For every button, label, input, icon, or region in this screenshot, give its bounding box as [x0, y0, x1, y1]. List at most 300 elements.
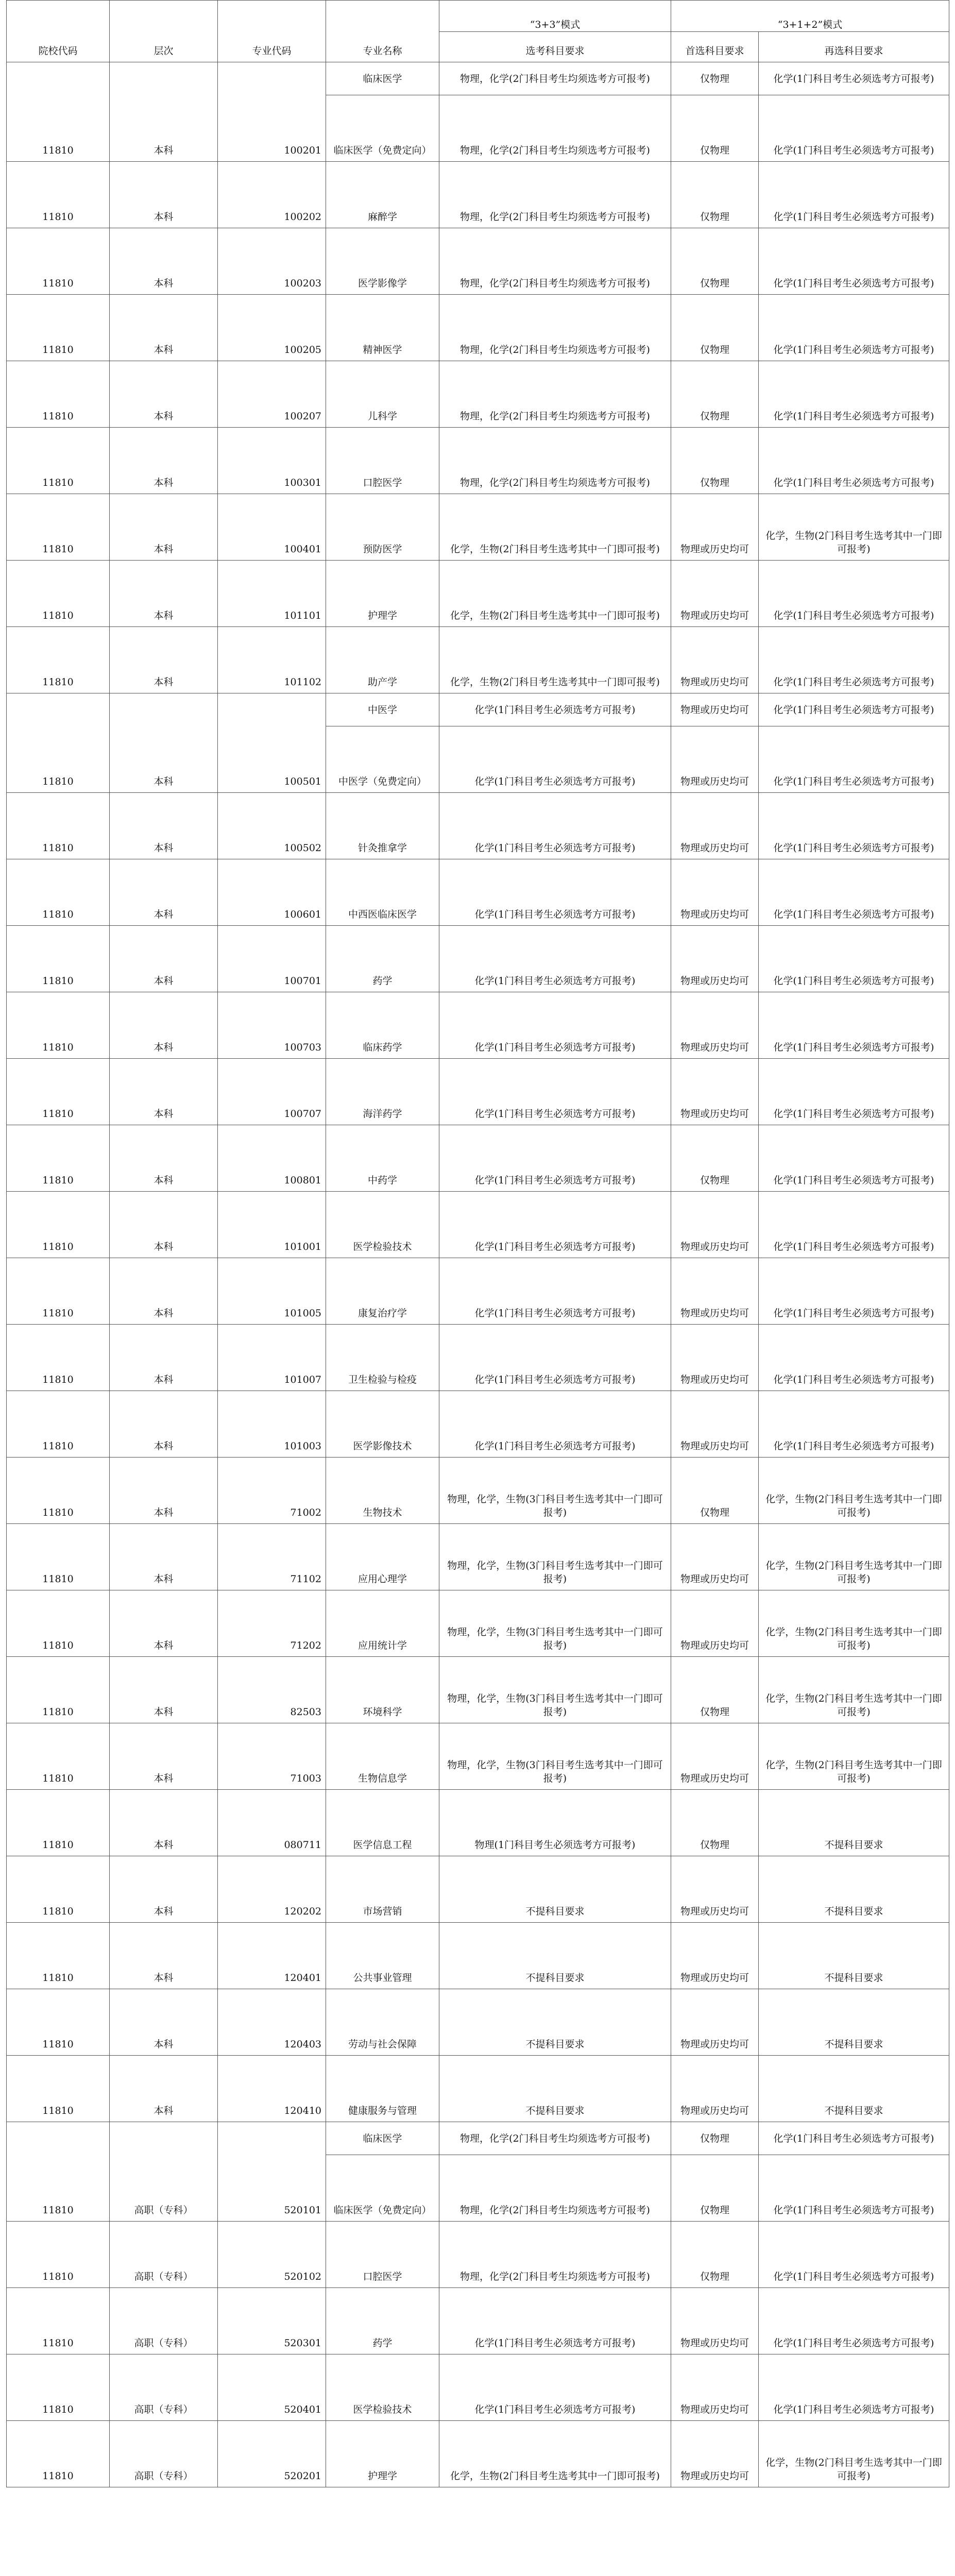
cell-first-subject: 物理或历史均可 [671, 693, 759, 726]
cell-second-subject: 化学(1门科目考生必须选考方可报考) [759, 2288, 949, 2354]
cell-second-subject: 化学(1门科目考生必须选考方可报考) [759, 1258, 949, 1325]
cell-major-code: 120202 [218, 1856, 326, 1923]
cell-3-3-requirement: 化学(1门科目考生必须选考方可报考) [439, 859, 671, 926]
cell-major-name: 健康服务与管理 [326, 2056, 439, 2122]
cell-second-subject: 化学(1门科目考生必须选考方可报考) [759, 1059, 949, 1125]
cell-major-code: 100301 [218, 428, 326, 494]
cell-second-subject: 不提科目要求 [759, 1923, 949, 1989]
cell-first-subject: 仅物理 [671, 1657, 759, 1723]
cell-level: 高职（专科） [110, 2122, 218, 2222]
cell-3-3-requirement: 不提科目要求 [439, 1856, 671, 1923]
cell-major-code: 71003 [218, 1723, 326, 1790]
cell-level: 本科 [110, 162, 218, 228]
cell-first-subject: 物理或历史均可 [671, 2421, 759, 2487]
cell-second-subject: 化学(1门科目考生必须选考方可报考) [759, 627, 949, 693]
cell-major-code: 82503 [218, 1657, 326, 1723]
table-row [7, 859, 949, 926]
cell-3-3-requirement: 化学，生物(2门科目考生选考其中一门即可报考) [439, 494, 671, 561]
cell-major-name: 医学影像技术 [326, 1391, 439, 1458]
cell-major-name: 临床医学 [326, 2122, 439, 2155]
cell-second-subject: 化学(1门科目考生必须选考方可报考) [759, 428, 949, 494]
cell-second-subject: 不提科目要求 [759, 2056, 949, 2122]
table-row [7, 1989, 949, 2056]
cell-3-3-requirement: 化学，生物(2门科目考生选考其中一门即可报考) [439, 2421, 671, 2487]
cell-school-code: 11810 [7, 859, 110, 926]
cell-first-subject: 仅物理 [671, 361, 759, 428]
cell-school-code: 11810 [7, 1391, 110, 1458]
cell-school-code: 11810 [7, 2222, 110, 2288]
cell-school-code: 11810 [7, 1524, 110, 1590]
cell-second-subject: 化学，生物(2门科目考生选考其中一门即可报考) [759, 1723, 949, 1790]
cell-major-code: 101001 [218, 1192, 326, 1258]
document-page [6, 0, 949, 2487]
cell-major-code: 100202 [218, 162, 326, 228]
cell-school-code: 11810 [7, 1325, 110, 1391]
cell-level: 本科 [110, 1391, 218, 1458]
cell-first-subject: 仅物理 [671, 1790, 759, 1856]
cell-second-subject: 化学(1门科目考生必须选考方可报考) [759, 2155, 949, 2222]
cell-major-name: 医学检验技术 [326, 1192, 439, 1258]
cell-major-name: 口腔医学 [326, 428, 439, 494]
cell-major-name: 医学信息工程 [326, 1790, 439, 1856]
header-b-second: 再选科目要求 [759, 32, 949, 62]
cell-first-subject: 仅物理 [671, 2222, 759, 2288]
cell-major-code: 120403 [218, 1989, 326, 2056]
cell-major-code: 100601 [218, 859, 326, 926]
table-row [7, 1723, 949, 1790]
cell-first-subject: 物理或历史均可 [671, 726, 759, 793]
cell-major-name: 中西医临床医学 [326, 859, 439, 926]
cell-major-code: 101101 [218, 561, 326, 627]
cell-level: 本科 [110, 361, 218, 428]
cell-3-3-requirement: 物理，化学(2门科目考生均须选考方可报考) [439, 95, 671, 162]
cell-first-subject: 物理或历史均可 [671, 1524, 759, 1590]
cell-school-code: 11810 [7, 2288, 110, 2354]
table-row [7, 1059, 949, 1125]
cell-first-subject: 仅物理 [671, 2155, 759, 2222]
cell-first-subject: 物理或历史均可 [671, 2056, 759, 2122]
cell-second-subject: 化学(1门科目考生必须选考方可报考) [759, 1325, 949, 1391]
cell-first-subject: 物理或历史均可 [671, 793, 759, 859]
cell-school-code: 11810 [7, 428, 110, 494]
cell-school-code: 11810 [7, 693, 110, 793]
cell-major-code: 100801 [218, 1125, 326, 1192]
table-row [7, 428, 949, 494]
cell-level: 本科 [110, 228, 218, 295]
table-row [7, 1458, 949, 1524]
cell-first-subject: 物理或历史均可 [671, 1325, 759, 1391]
cell-3-3-requirement: 物理，化学(2门科目考生均须选考方可报考) [439, 295, 671, 361]
cell-major-name: 临床医学（免费定向） [326, 95, 439, 162]
table-row [7, 2222, 949, 2288]
cell-major-code: 101005 [218, 1258, 326, 1325]
cell-second-subject: 化学，生物(2门科目考生选考其中一门即可报考) [759, 1458, 949, 1524]
cell-level: 本科 [110, 62, 218, 162]
cell-3-3-requirement: 物理，化学(2门科目考生均须选考方可报考) [439, 62, 671, 95]
cell-first-subject: 物理或历史均可 [671, 2288, 759, 2354]
cell-level: 本科 [110, 1856, 218, 1923]
cell-second-subject: 化学(1门科目考生必须选考方可报考) [759, 162, 949, 228]
cell-major-name: 劳动与社会保障 [326, 1989, 439, 2056]
cell-level: 高职（专科） [110, 2421, 218, 2487]
table-row [7, 1657, 949, 1723]
cell-second-subject: 化学(1门科目考生必须选考方可报考) [759, 1391, 949, 1458]
cell-first-subject: 物理或历史均可 [671, 1258, 759, 1325]
table-row [7, 1258, 949, 1325]
cell-second-subject: 化学(1门科目考生必须选考方可报考) [759, 859, 949, 926]
cell-second-subject: 化学，生物(2门科目考生选考其中一门即可报考) [759, 1590, 949, 1657]
cell-second-subject: 化学(1门科目考生必须选考方可报考) [759, 992, 949, 1059]
cell-3-3-requirement: 化学(1门科目考生必须选考方可报考) [439, 1192, 671, 1258]
cell-second-subject: 化学，生物(2门科目考生选考其中一门即可报考) [759, 1657, 949, 1723]
cell-3-3-requirement: 物理(1门科目考生必须选考方可报考) [439, 1790, 671, 1856]
cell-major-code: 120401 [218, 1923, 326, 1989]
cell-level: 本科 [110, 494, 218, 561]
cell-level: 本科 [110, 2056, 218, 2122]
cell-school-code: 11810 [7, 2056, 110, 2122]
cell-first-subject: 仅物理 [671, 95, 759, 162]
header-major-code: 专业代码 [218, 1, 326, 62]
cell-second-subject: 不提科目要求 [759, 1989, 949, 2056]
cell-major-name: 医学影像学 [326, 228, 439, 295]
table-row [7, 1524, 949, 1590]
subject-requirements-table [6, 0, 949, 2487]
cell-level: 本科 [110, 1258, 218, 1325]
table-row [7, 1325, 949, 1391]
cell-school-code: 11810 [7, 992, 110, 1059]
cell-second-subject: 化学(1门科目考生必须选考方可报考) [759, 2122, 949, 2155]
table-header [7, 1, 949, 62]
cell-first-subject: 物理或历史均可 [671, 859, 759, 926]
cell-school-code: 11810 [7, 1059, 110, 1125]
cell-major-code: 080711 [218, 1790, 326, 1856]
table-row [7, 2354, 949, 2421]
cell-level: 本科 [110, 1989, 218, 2056]
cell-3-3-requirement: 化学(1门科目考生必须选考方可报考) [439, 1059, 671, 1125]
cell-second-subject: 化学(1门科目考生必须选考方可报考) [759, 2354, 949, 2421]
cell-major-code: 520101 [218, 2122, 326, 2222]
cell-first-subject: 仅物理 [671, 1458, 759, 1524]
cell-major-name: 医学检验技术 [326, 2354, 439, 2421]
cell-school-code: 11810 [7, 1657, 110, 1723]
cell-school-code: 11810 [7, 561, 110, 627]
cell-first-subject: 物理或历史均可 [671, 1590, 759, 1657]
cell-3-3-requirement: 物理，化学(2门科目考生均须选考方可报考) [439, 2122, 671, 2155]
cell-level: 本科 [110, 926, 218, 992]
cell-school-code: 11810 [7, 1923, 110, 1989]
table-row [7, 2288, 949, 2354]
cell-first-subject: 物理或历史均可 [671, 1923, 759, 1989]
cell-first-subject: 仅物理 [671, 228, 759, 295]
cell-3-3-requirement: 物理，化学，生物(3门科目考生选考其中一门即可报考) [439, 1458, 671, 1524]
cell-major-name: 口腔医学 [326, 2222, 439, 2288]
cell-first-subject: 物理或历史均可 [671, 627, 759, 693]
cell-level: 本科 [110, 295, 218, 361]
cell-major-code: 100203 [218, 228, 326, 295]
cell-3-3-requirement: 化学(1门科目考生必须选考方可报考) [439, 793, 671, 859]
cell-3-3-requirement: 化学(1门科目考生必须选考方可报考) [439, 1258, 671, 1325]
cell-school-code: 11810 [7, 1989, 110, 2056]
cell-3-3-requirement: 化学(1门科目考生必须选考方可报考) [439, 726, 671, 793]
cell-major-code: 100207 [218, 361, 326, 428]
cell-3-3-requirement: 化学，生物(2门科目考生选考其中一门即可报考) [439, 627, 671, 693]
cell-first-subject: 物理或历史均可 [671, 2354, 759, 2421]
cell-school-code: 11810 [7, 228, 110, 295]
cell-major-name: 中药学 [326, 1125, 439, 1192]
cell-major-code: 100701 [218, 926, 326, 992]
cell-school-code: 11810 [7, 1590, 110, 1657]
cell-second-subject: 化学，生物(2门科目考生选考其中一门即可报考) [759, 2421, 949, 2487]
cell-major-name: 中医学（免费定向） [326, 726, 439, 793]
table-row [7, 62, 949, 95]
cell-major-name: 针灸推拿学 [326, 793, 439, 859]
table-row [7, 926, 949, 992]
cell-major-name: 生物信息学 [326, 1723, 439, 1790]
cell-second-subject: 化学(1门科目考生必须选考方可报考) [759, 2222, 949, 2288]
cell-school-code: 11810 [7, 2354, 110, 2421]
cell-first-subject: 物理或历史均可 [671, 1989, 759, 2056]
cell-level: 本科 [110, 1192, 218, 1258]
table-body [7, 62, 949, 2487]
table-row [7, 162, 949, 228]
cell-major-name: 预防医学 [326, 494, 439, 561]
cell-3-3-requirement: 化学(1门科目考生必须选考方可报考) [439, 992, 671, 1059]
cell-school-code: 11810 [7, 2421, 110, 2487]
cell-major-name: 应用心理学 [326, 1524, 439, 1590]
cell-first-subject: 仅物理 [671, 1125, 759, 1192]
cell-3-3-requirement: 物理，化学(2门科目考生均须选考方可报考) [439, 2155, 671, 2222]
cell-school-code: 11810 [7, 361, 110, 428]
cell-level: 本科 [110, 1059, 218, 1125]
cell-major-code: 101007 [218, 1325, 326, 1391]
cell-first-subject: 物理或历史均可 [671, 1723, 759, 1790]
cell-3-3-requirement: 不提科目要求 [439, 1989, 671, 2056]
cell-major-code: 100707 [218, 1059, 326, 1125]
header-b-first: 首选科目要求 [671, 32, 759, 62]
cell-major-code: 520102 [218, 2222, 326, 2288]
cell-school-code: 11810 [7, 1790, 110, 1856]
cell-second-subject: 化学(1门科目考生必须选考方可报考) [759, 95, 949, 162]
cell-3-3-requirement: 化学(1门科目考生必须选考方可报考) [439, 926, 671, 992]
cell-level: 本科 [110, 1790, 218, 1856]
cell-3-3-requirement: 物理，化学，生物(3门科目考生选考其中一门即可报考) [439, 1723, 671, 1790]
header-mode-3-3: “3+3”模式 [439, 1, 671, 32]
cell-3-3-requirement: 物理，化学，生物(3门科目考生选考其中一门即可报考) [439, 1590, 671, 1657]
cell-first-subject: 物理或历史均可 [671, 494, 759, 561]
cell-major-name: 海洋药学 [326, 1059, 439, 1125]
cell-major-name: 临床医学 [326, 62, 439, 95]
cell-major-name: 中医学 [326, 693, 439, 726]
cell-major-name: 康复治疗学 [326, 1258, 439, 1325]
cell-school-code: 11810 [7, 162, 110, 228]
cell-level: 本科 [110, 428, 218, 494]
cell-second-subject: 不提科目要求 [759, 1790, 949, 1856]
cell-school-code: 11810 [7, 1458, 110, 1524]
cell-major-code: 100205 [218, 295, 326, 361]
header-school-code: 院校代码 [7, 1, 110, 62]
cell-first-subject: 物理或历史均可 [671, 1192, 759, 1258]
cell-second-subject: 化学(1门科目考生必须选考方可报考) [759, 561, 949, 627]
cell-level: 本科 [110, 1458, 218, 1524]
cell-major-name: 临床药学 [326, 992, 439, 1059]
cell-major-code: 101102 [218, 627, 326, 693]
table-row [7, 1923, 949, 1989]
cell-second-subject: 化学(1门科目考生必须选考方可报考) [759, 62, 949, 95]
cell-level: 本科 [110, 793, 218, 859]
table-row [7, 2421, 949, 2487]
cell-major-name: 药学 [326, 926, 439, 992]
cell-major-code: 100501 [218, 693, 326, 793]
cell-3-3-requirement: 化学(1门科目考生必须选考方可报考) [439, 1391, 671, 1458]
cell-first-subject: 物理或历史均可 [671, 1391, 759, 1458]
cell-major-name: 卫生检验与检疫 [326, 1325, 439, 1391]
cell-first-subject: 仅物理 [671, 162, 759, 228]
cell-major-name: 助产学 [326, 627, 439, 693]
cell-first-subject: 仅物理 [671, 295, 759, 361]
cell-school-code: 11810 [7, 1856, 110, 1923]
cell-second-subject: 化学(1门科目考生必须选考方可报考) [759, 926, 949, 992]
table-row [7, 992, 949, 1059]
cell-major-code: 100401 [218, 494, 326, 561]
cell-school-code: 11810 [7, 62, 110, 162]
cell-level: 本科 [110, 561, 218, 627]
cell-major-code: 71102 [218, 1524, 326, 1590]
cell-major-name: 精神医学 [326, 295, 439, 361]
cell-school-code: 11810 [7, 627, 110, 693]
cell-second-subject: 化学(1门科目考生必须选考方可报考) [759, 1125, 949, 1192]
table-row [7, 561, 949, 627]
cell-level: 本科 [110, 1524, 218, 1590]
table-row [7, 1391, 949, 1458]
cell-major-code: 100703 [218, 992, 326, 1059]
cell-3-3-requirement: 化学(1门科目考生必须选考方可报考) [439, 1325, 671, 1391]
cell-first-subject: 仅物理 [671, 62, 759, 95]
cell-major-name: 药学 [326, 2288, 439, 2354]
cell-level: 本科 [110, 1590, 218, 1657]
cell-second-subject: 化学(1门科目考生必须选考方可报考) [759, 361, 949, 428]
cell-first-subject: 仅物理 [671, 2122, 759, 2155]
cell-second-subject: 化学，生物(2门科目考生选考其中一门即可报考) [759, 494, 949, 561]
cell-level: 高职（专科） [110, 2354, 218, 2421]
table-row [7, 793, 949, 859]
cell-major-name: 公共事业管理 [326, 1923, 439, 1989]
cell-school-code: 11810 [7, 1192, 110, 1258]
cell-3-3-requirement: 不提科目要求 [439, 2056, 671, 2122]
cell-major-name: 生物技术 [326, 1458, 439, 1524]
cell-first-subject: 仅物理 [671, 428, 759, 494]
cell-level: 本科 [110, 1723, 218, 1790]
cell-major-code: 520201 [218, 2421, 326, 2487]
cell-level: 本科 [110, 992, 218, 1059]
cell-level: 本科 [110, 1657, 218, 1723]
table-row [7, 1790, 949, 1856]
cell-3-3-requirement: 物理，化学(2门科目考生均须选考方可报考) [439, 361, 671, 428]
cell-3-3-requirement: 物理，化学，生物(3门科目考生选考其中一门即可报考) [439, 1524, 671, 1590]
cell-school-code: 11810 [7, 1258, 110, 1325]
cell-first-subject: 物理或历史均可 [671, 561, 759, 627]
cell-major-code: 101003 [218, 1391, 326, 1458]
header-level: 层次 [110, 1, 218, 62]
cell-second-subject: 化学，生物(2门科目考生选考其中一门即可报考) [759, 1524, 949, 1590]
cell-first-subject: 物理或历史均可 [671, 1856, 759, 1923]
table-row [7, 2122, 949, 2155]
cell-level: 本科 [110, 1923, 218, 1989]
table-row [7, 627, 949, 693]
cell-level: 本科 [110, 859, 218, 926]
cell-school-code: 11810 [7, 793, 110, 859]
cell-level: 本科 [110, 627, 218, 693]
cell-3-3-requirement: 物理，化学，生物(3门科目考生选考其中一门即可报考) [439, 1657, 671, 1723]
cell-3-3-requirement: 化学(1门科目考生必须选考方可报考) [439, 2354, 671, 2421]
cell-major-code: 71002 [218, 1458, 326, 1524]
cell-major-name: 应用统计学 [326, 1590, 439, 1657]
cell-second-subject: 化学(1门科目考生必须选考方可报考) [759, 295, 949, 361]
table-row [7, 361, 949, 428]
table-row [7, 1192, 949, 1258]
cell-level: 高职（专科） [110, 2222, 218, 2288]
cell-major-code: 520401 [218, 2354, 326, 2421]
cell-major-name: 护理学 [326, 2421, 439, 2487]
cell-school-code: 11810 [7, 2122, 110, 2222]
cell-second-subject: 化学(1门科目考生必须选考方可报考) [759, 793, 949, 859]
table-row [7, 1856, 949, 1923]
cell-major-name: 市场营销 [326, 1856, 439, 1923]
cell-major-name: 儿科学 [326, 361, 439, 428]
cell-major-name: 临床医学（免费定向） [326, 2155, 439, 2222]
cell-3-3-requirement: 物理，化学(2门科目考生均须选考方可报考) [439, 2222, 671, 2288]
cell-school-code: 11810 [7, 295, 110, 361]
cell-second-subject: 化学(1门科目考生必须选考方可报考) [759, 1192, 949, 1258]
cell-second-subject: 化学(1门科目考生必须选考方可报考) [759, 726, 949, 793]
cell-major-name: 护理学 [326, 561, 439, 627]
table-row [7, 2056, 949, 2122]
cell-major-name: 麻醉学 [326, 162, 439, 228]
cell-first-subject: 物理或历史均可 [671, 1059, 759, 1125]
cell-3-3-requirement: 物理，化学(2门科目考生均须选考方可报考) [439, 228, 671, 295]
cell-3-3-requirement: 化学(1门科目考生必须选考方可报考) [439, 693, 671, 726]
cell-school-code: 11810 [7, 926, 110, 992]
cell-first-subject: 物理或历史均可 [671, 926, 759, 992]
header-major-name: 专业名称 [326, 1, 439, 62]
table-row [7, 693, 949, 726]
cell-3-3-requirement: 物理，化学(2门科目考生均须选考方可报考) [439, 162, 671, 228]
cell-major-code: 100201 [218, 62, 326, 162]
header-a-requirement: 选考科目要求 [439, 32, 671, 62]
cell-first-subject: 物理或历史均可 [671, 992, 759, 1059]
cell-major-code: 100502 [218, 793, 326, 859]
cell-level: 本科 [110, 693, 218, 793]
cell-major-name: 环境科学 [326, 1657, 439, 1723]
cell-second-subject: 化学(1门科目考生必须选考方可报考) [759, 228, 949, 295]
table-row [7, 1125, 949, 1192]
cell-second-subject: 化学(1门科目考生必须选考方可报考) [759, 693, 949, 726]
table-row [7, 295, 949, 361]
cell-school-code: 11810 [7, 1723, 110, 1790]
cell-major-code: 71202 [218, 1590, 326, 1657]
cell-level: 本科 [110, 1325, 218, 1391]
table-row [7, 228, 949, 295]
cell-3-3-requirement: 化学(1门科目考生必须选考方可报考) [439, 2288, 671, 2354]
cell-school-code: 11810 [7, 1125, 110, 1192]
cell-major-code: 120410 [218, 2056, 326, 2122]
cell-3-3-requirement: 化学，生物(2门科目考生选考其中一门即可报考) [439, 561, 671, 627]
table-row [7, 1590, 949, 1657]
cell-school-code: 11810 [7, 494, 110, 561]
header-mode-3-1-2: “3+1+2”模式 [671, 1, 949, 32]
cell-second-subject: 不提科目要求 [759, 1856, 949, 1923]
cell-3-3-requirement: 不提科目要求 [439, 1923, 671, 1989]
table-row [7, 494, 949, 561]
